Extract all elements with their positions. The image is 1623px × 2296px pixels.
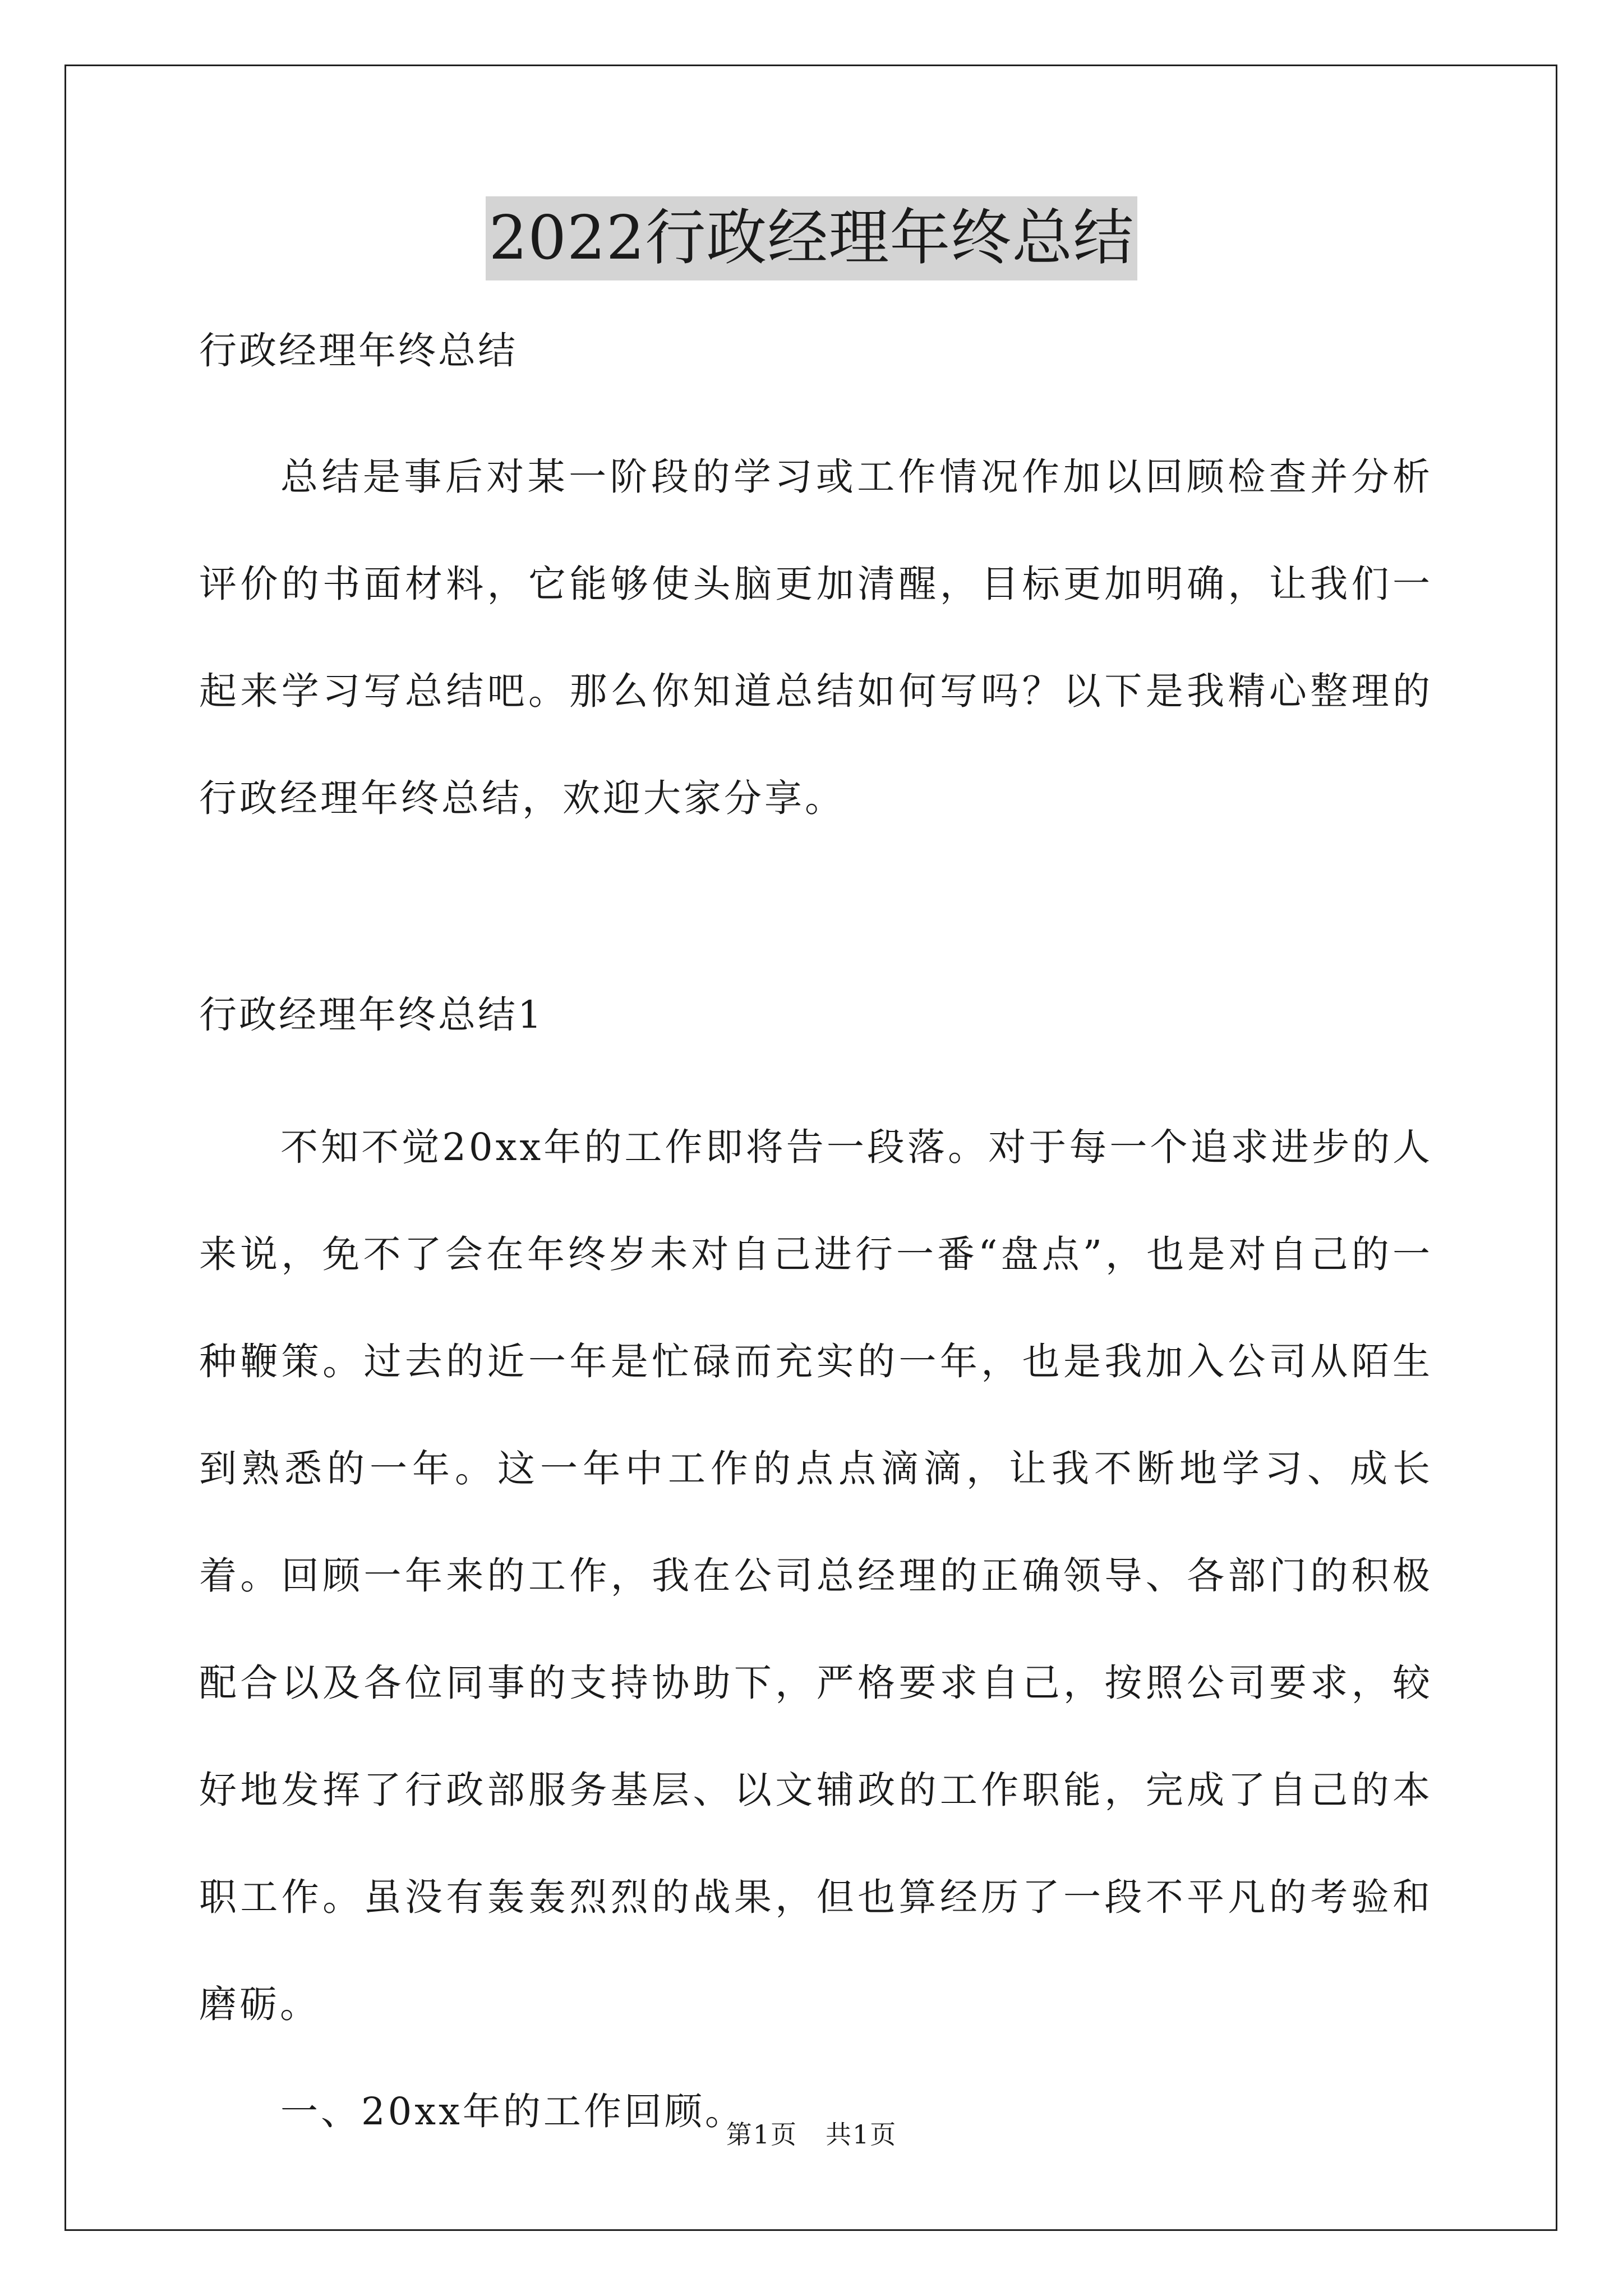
intro-heading: 行政经理年终总结 <box>199 329 518 372</box>
title-container <box>0 196 1623 280</box>
page-footer <box>0 2118 1623 2151</box>
section-heading: 行政经理年终总结1 <box>199 993 544 1037</box>
page-number: 第1页 <box>726 2119 797 2150</box>
section-paragraph: 不知不觉20xx年的工作即将告一段落。对于每一个追求进步的人来说，免不了会在年终岁未对自己进行一番“盘点”，也是对自己的一种鞭策。过去的近一年是忙碌而充实的一年，也是我加入公司从陌生到熟悉的一年。这一年中工作的点点滴滴，让我不断地学习、成长着。回顾一年来的工作，我在公司总经理的正确领导、各部门的积极配合以及各位同事的支持协助下，严格要求自己，按照公司要求，较好地发挥了行政部服务基层、以文辅政的工作职能，完成了自己的本职工作。虽没有轰轰烈烈的战果，但也算经历了一段不平凡的考验和磨砺。 <box>199 1125 1433 2026</box>
page-total: 共1页 <box>826 2119 897 2150</box>
document-body <box>199 325 1433 2165</box>
intro-paragraph: 总结是事后对某一阶段的学习或工作情况作加以回顾检查并分析评价的书面材料，它能够使头脑更加清醒，目标更加明确，让我们一起来学习写总结吧。那么你知道总结如何写吗？以下是我精心整理的行政经理年终总结，欢迎大家分享。 <box>199 455 1433 820</box>
subsection-item: 一、20xx年的工作回顾。 <box>280 2090 745 2133</box>
document-title: 2022行政经理年终总结 <box>486 196 1138 280</box>
